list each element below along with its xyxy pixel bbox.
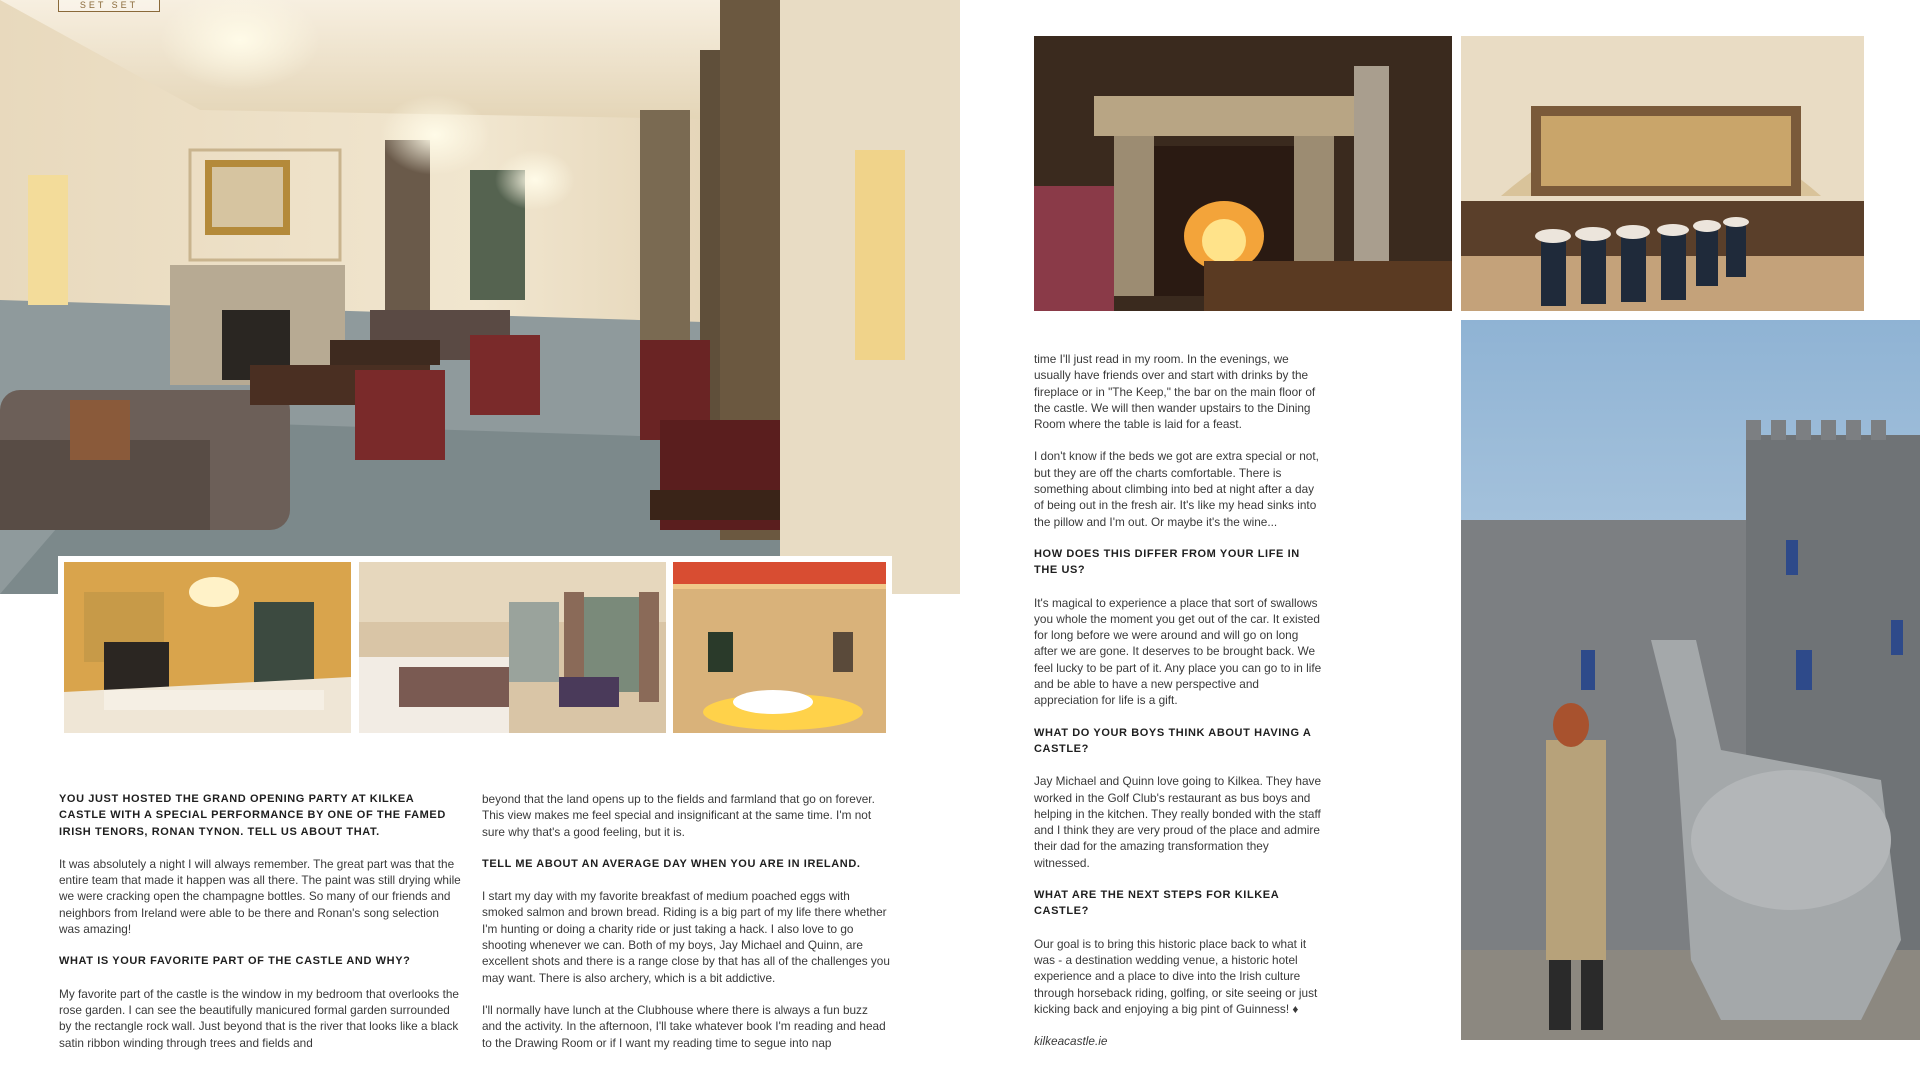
- question-heading: YOU JUST HOSTED THE GRAND OPENING PARTY AT KILKEA CASTLE WITH A SPECIAL PERFORMANCE BY ONE OF THE FAMED IRISH TENORS, RONAN TYNON. TELL US ABOUT THAT.: [59, 793, 446, 838]
- question-heading: TELL ME ABOUT AN AVERAGE DAY WHEN YOU ARE IN IRELAND.: [482, 857, 861, 870]
- article-column-2: [482, 791, 890, 1067]
- drawing-room-photo: [0, 0, 960, 594]
- answer-paragraph: I start my day with my favorite breakfast of medium poached eggs with smoked salmon and brown bread. Riding is a big part of my life there whether I'm hunting or doing a charity ride or just taking a hack. I also love to go shooting whenever we can. Both of my boys, Jay Michael and Quinn, are excellent shots and there is a range close by that has all of the challenges you may want. There is also archery, which is a bit addictive.: [482, 889, 890, 985]
- answer-paragraph: It was absolutely a night I will always remember. The great part was that the entire team that made it happen was all there. The paint was still drying while we were cracking open the champagne bottles. So many of our friends and neighbors from Ireland were able to be there and Ronan's song selection was amazing!: [59, 856, 461, 937]
- answer-paragraph: Our goal is to bring this historic place back to what it was - a destination wedding venue, a historic hotel experience and a place to dive into the Irish culture through horseback riding, golfing, or site seeing or just kicking back and enjoying a big pint of Guinness! ♦: [1034, 936, 1318, 1016]
- answer-paragraph: time I'll just read in my room. In the evenings, we usually have friends over and start with drinks by the fireplace or in "The Keep," the bar on the main floor of the castle. We will then wander upstairs to the Dining Room where the table is laid for a feast.: [1034, 352, 1316, 432]
- answer-paragraph: I don't know if the beds we got are extra special or not, but they are off the charts comfortable. There is something about climbing into bed at night after a day of being out in the fresh air. It's like my head sinks into the pillow and I'm out. Or maybe it's the wine...: [1034, 449, 1319, 529]
- question-heading: WHAT DO YOUR BOYS THINK ABOUT HAVING A CASTLE?: [1034, 726, 1312, 755]
- section-tab: SET SET: [58, 0, 160, 12]
- answer-paragraph: My favorite part of the castle is the window in my bedroom that overlooks the rose garden. I can see the beautifully manicured formal garden surrounded by the rectangle rock wall. Just beyond that is the river that looks like a black satin ribbon winding through trees and fields and: [59, 986, 459, 1050]
- question-heading: WHAT IS YOUR FAVORITE PART OF THE CASTLE AND WHY?: [59, 955, 411, 968]
- fireplace-photo: [1034, 36, 1452, 311]
- answer-paragraph: beyond that the land opens up to the fields and farmland that go on forever. This view makes me feel special and insignificant at the same time. I'm not sure why that's a good feeling, but it is.: [482, 792, 875, 839]
- website-link[interactable]: kilkeacastle.ie: [1034, 1034, 1108, 1049]
- answer-paragraph: Jay Michael and Quinn love going to Kilkea. They have worked in the Golf Club's restaurant as bus boys and helping in the kitchen. They really bonded with the staff and I think they are very proud of the place and admire their dad for the amazing transformation they witnessed.: [1034, 774, 1322, 870]
- question-heading: WHAT ARE THE NEXT STEPS FOR KILKEA CASTLE?: [1034, 889, 1279, 918]
- dining-room-photo: [64, 562, 351, 733]
- bar-photo: [1461, 36, 1864, 311]
- answer-paragraph: It's magical to experience a place that sort of swallows you whole the moment you get out of the car. It existed for long before we were around and will go on long after we are gone. It deserves to be brought back. We feel lucky to be part of it. Any place you can go to in life and be able to have a new perspective and appreciation for life is a gift.: [1034, 595, 1322, 708]
- right-page: [960, 0, 1920, 1080]
- question-heading: HOW DOES THIS DIFFER FROM YOUR LIFE IN THE US?: [1034, 547, 1300, 577]
- castle-horse-photo: [1461, 320, 1920, 1040]
- tower-bathroom-photo: [673, 562, 886, 733]
- answer-paragraph: I'll normally have lunch at the Clubhouse where there is always a fun buzz and the activity. In the afternoon, I'll take whatever book I'm reading and head to the Drawing Room or if I want my reading time to segue into nap: [482, 1002, 886, 1050]
- bedroom-photo: [359, 562, 666, 733]
- article-column-3: [1034, 351, 1322, 1065]
- article-column-1: [59, 791, 463, 1067]
